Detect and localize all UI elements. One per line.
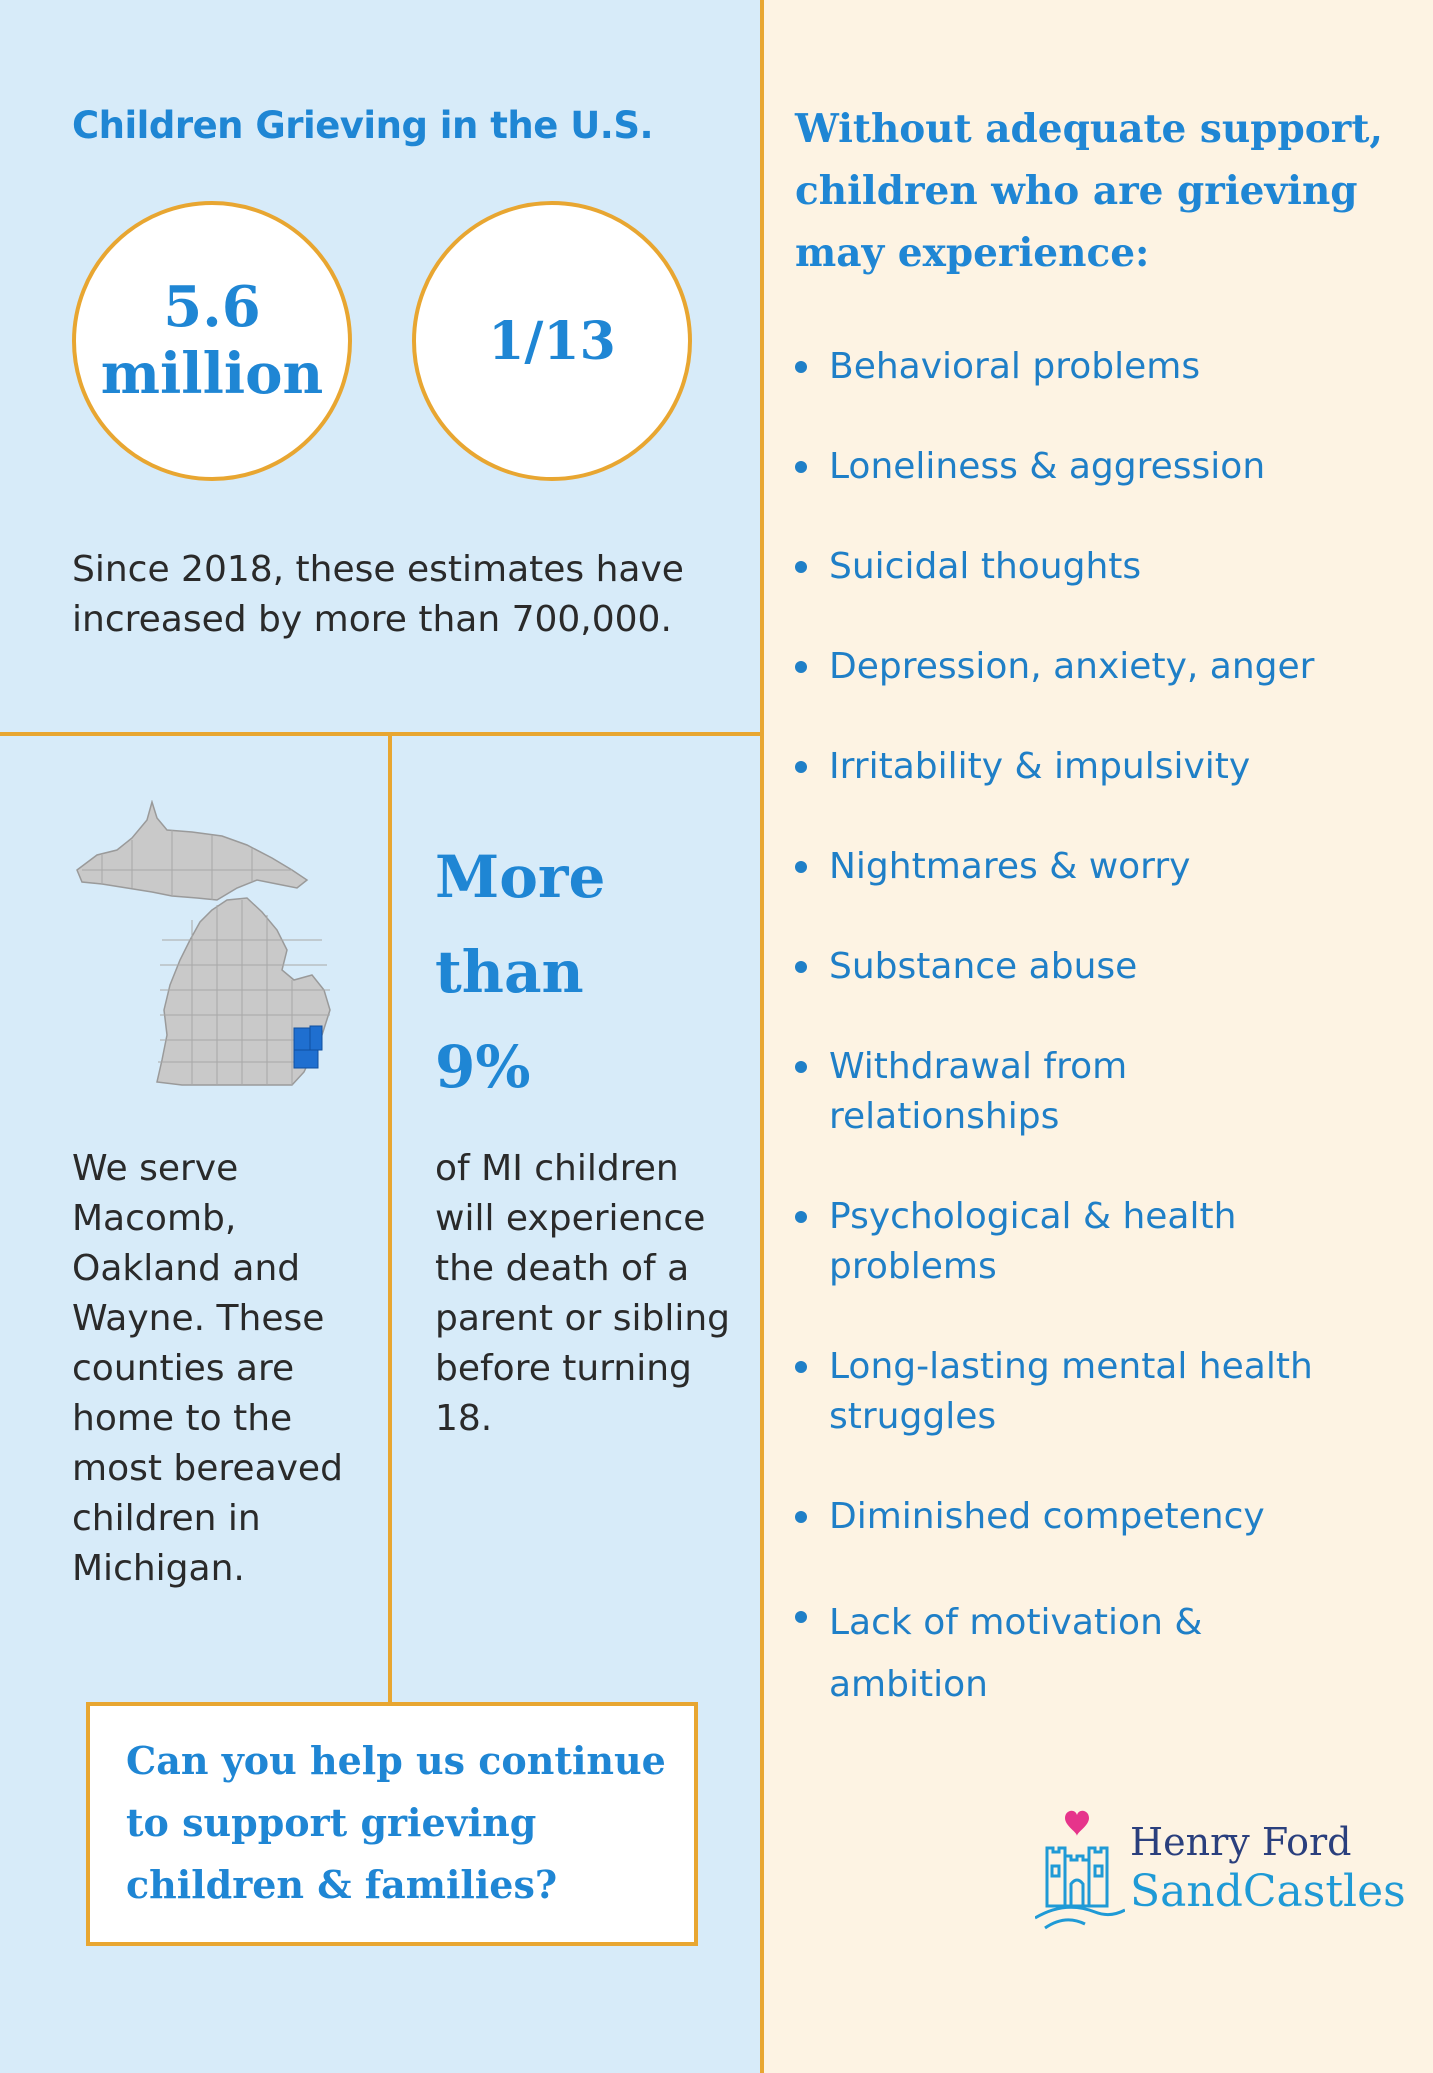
list-item: Depression, anxiety, anger: [795, 642, 1395, 692]
michigan-map-icon: [72, 800, 342, 1090]
logo-line-henry-ford: Henry Ford: [1130, 1820, 1352, 1864]
bullet-icon: [795, 761, 807, 773]
list-item: Suicidal thoughts: [795, 542, 1395, 592]
bullet-icon: [795, 1611, 807, 1623]
list-item: Substance abuse: [795, 942, 1395, 992]
since-text: Since 2018, these estimates have increased by more than 700,000.: [72, 549, 684, 640]
stat-circle-ratio: [412, 201, 692, 481]
bullet-icon: [795, 561, 807, 573]
vertical-divider: [760, 0, 764, 2073]
list-item: Psychological & health problems: [795, 1192, 1273, 1292]
big-stat: [435, 830, 735, 1115]
heart-icon: [1065, 1811, 1089, 1836]
call-to-action-text: Can you help us continue to support grieving children & families?: [126, 1738, 666, 1907]
bullet-icon: [795, 461, 807, 473]
logo-line-sandcastles: SandCastles: [1130, 1866, 1406, 1917]
list-item: Withdrawal from relationships: [795, 1042, 1153, 1142]
highlighted-counties: [294, 1026, 322, 1068]
stat-value: 5.6 million: [100, 273, 324, 407]
bullet-icon: [795, 861, 807, 873]
bullet-icon: [795, 1061, 807, 1073]
middle-divider: [388, 736, 392, 1702]
bullet-icon: [795, 961, 807, 973]
list-item: Long-lasting mental health struggles: [795, 1342, 1353, 1442]
bullet-icon: [795, 1211, 807, 1223]
henry-ford-sandcastles-logo: [1035, 1796, 1406, 1936]
serve-text: We serve Macomb, Oakland and Wayne. These counties are home to the most bereaved children in Michigan.: [72, 1148, 343, 1589]
bullet-icon: [795, 361, 807, 373]
bullet-icon: [795, 1511, 807, 1523]
list-item: Loneliness & aggression: [795, 442, 1395, 492]
bullet-icon: [795, 661, 807, 673]
effects-title: Without adequate support, children who are grieving may experience:: [795, 106, 1383, 276]
castle-icon: [1035, 1796, 1125, 1936]
big-stat-line2: than: [435, 938, 584, 1006]
big-stat-line3: 9%: [435, 1033, 531, 1101]
upper-peninsula: [77, 802, 307, 900]
big-stat-line1: More: [435, 843, 606, 911]
list-item: Diminished competency: [795, 1492, 1395, 1542]
big-stat-description: of MI children will experience the death of a parent or sibling before turning 18.: [435, 1148, 730, 1439]
horizontal-divider: [0, 732, 762, 736]
stat-value: 1/13: [488, 310, 616, 372]
effects-list: [795, 342, 1395, 1766]
list-item: Nightmares & worry: [795, 842, 1395, 892]
section-title: Children Grieving in the U.S.: [72, 104, 654, 147]
list-item: Behavioral problems: [795, 342, 1395, 392]
call-to-action-box: [86, 1702, 698, 1946]
list-item: Lack of motivation & ambition: [795, 1592, 1233, 1716]
list-item: Irritability & impulsivity: [795, 742, 1395, 792]
bullet-icon: [795, 1361, 807, 1373]
stat-circle-millions: [72, 201, 352, 481]
